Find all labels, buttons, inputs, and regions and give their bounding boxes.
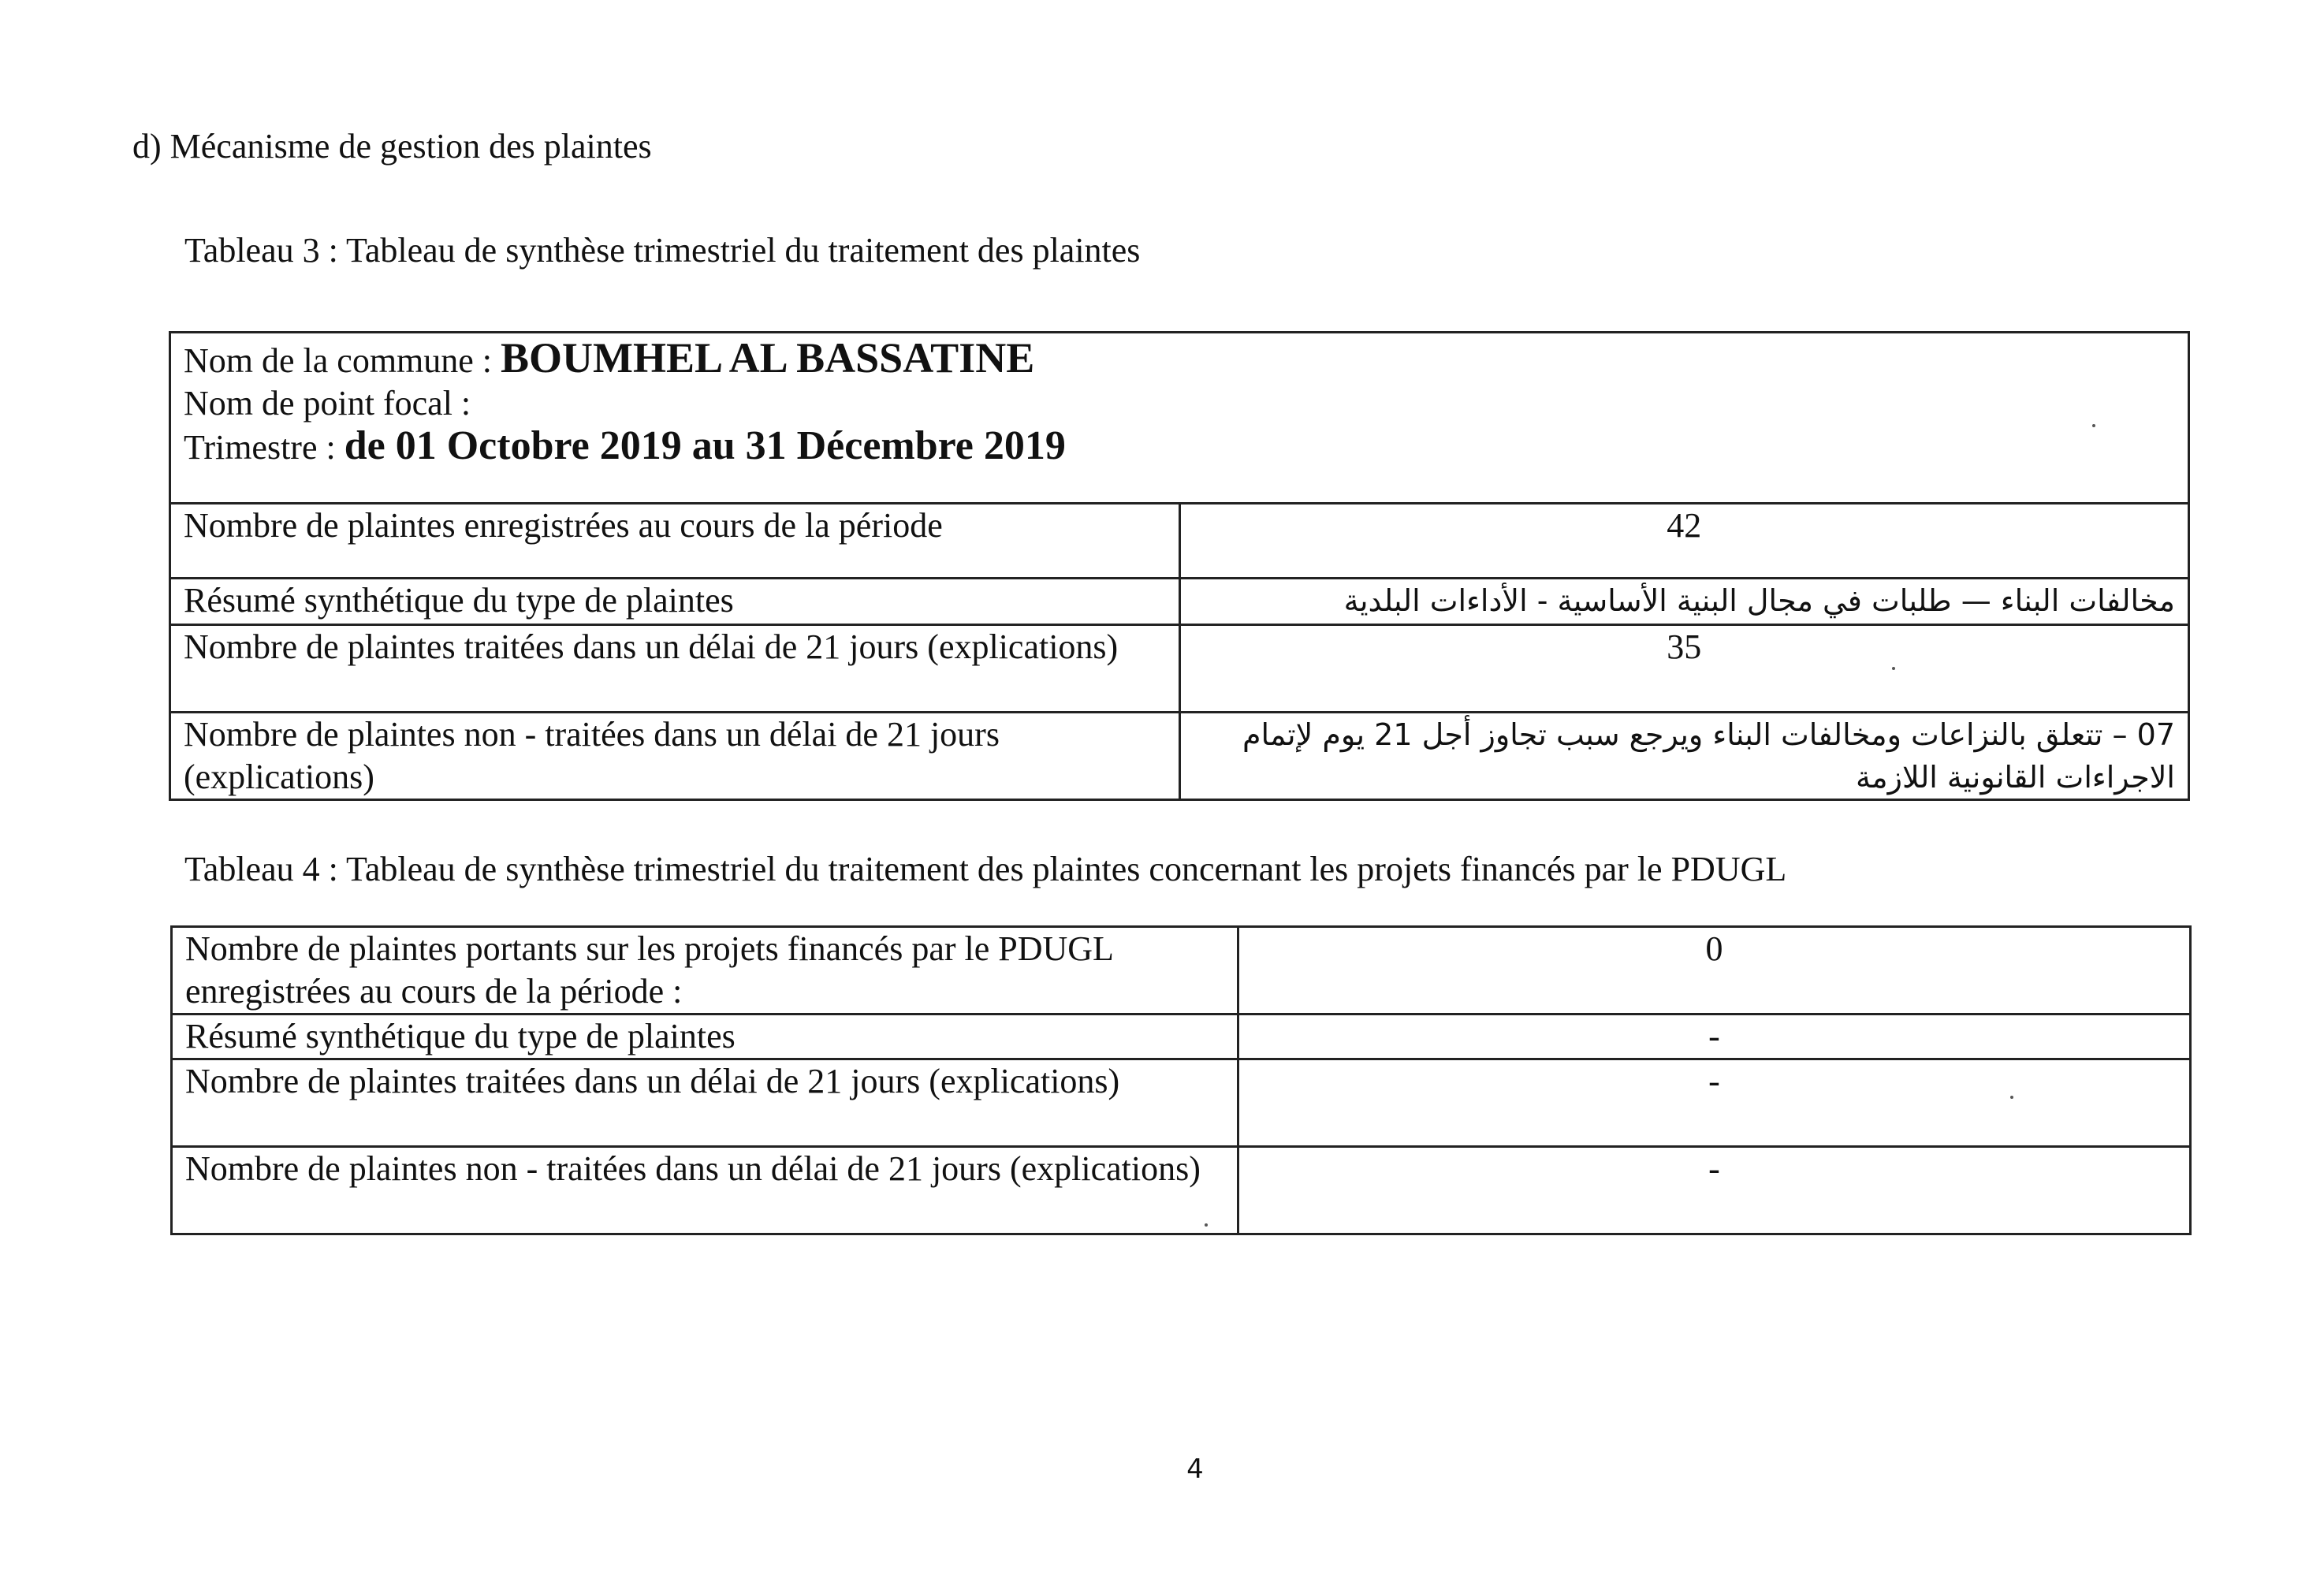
row-value: 35	[1179, 625, 2189, 713]
row-value: -	[1238, 1059, 2191, 1147]
quarter-line	[184, 425, 2175, 469]
page-number: 4	[1186, 1454, 1204, 1485]
row-label: Résumé synthétique du type de plaintes	[172, 1015, 1238, 1059]
row-label: Nombre de plaintes portants sur les projets financés par le PDUGL enregistrées au cours de la période :	[172, 927, 1238, 1015]
table-row	[172, 1147, 2191, 1234]
quarter-period: de 01 Octobre 2019 au 31 Décembre 2019	[344, 423, 1066, 468]
row-label: Nombre de plaintes traitées dans un délai de 21 jours (explications)	[172, 1059, 1238, 1147]
table4-caption: Tableau 4 : Tableau de synthèse trimestriel du traitement des plaintes concernant les projets financés par le PDUGL	[184, 850, 1787, 888]
row-label: Nombre de plaintes traitées dans un délai de 21 jours (explications)	[170, 625, 1180, 713]
commune-name: BOUMHEL AL BASSATINE	[501, 334, 1035, 382]
row-value-arabic: 07 – تتعلق بالنزاعات ومخالفات البناء ويرجع سبب تجاوز أجل 21 يوم لإتمام الاجراءات القانونية اللازمة	[1179, 713, 2189, 800]
row-label: Nombre de plaintes enregistrées au cours de la période	[170, 504, 1180, 579]
scan-speck	[1892, 667, 1895, 670]
scan-speck	[2010, 1096, 2013, 1099]
table-row	[170, 504, 2189, 579]
pdugl-complaints-table	[170, 925, 2192, 1235]
table-row	[170, 579, 2189, 625]
row-value: -	[1238, 1147, 2191, 1234]
table-row	[172, 1015, 2191, 1059]
row-value-arabic: مخالفات البناء — طلبات في مجال البنية الأساسية - الأداءات البلدية	[1179, 579, 2189, 625]
table-row	[170, 713, 2189, 800]
row-value: -	[1238, 1015, 2191, 1059]
row-label: Nombre de plaintes non - traitées dans un délai de 21 jours (explications)	[170, 713, 1180, 800]
scan-speck	[2092, 424, 2095, 427]
row-value: 0	[1238, 927, 2191, 1015]
focal-point-label: Nom de point focal :	[184, 384, 471, 423]
row-label: Résumé synthétique du type de plaintes	[170, 579, 1180, 625]
table-row	[170, 625, 2189, 713]
row-value: 42	[1179, 504, 2189, 579]
table3-header-cell	[170, 333, 2189, 504]
table-row	[172, 927, 2191, 1015]
commune-line	[184, 334, 2175, 382]
scan-speck	[1205, 1223, 1208, 1227]
quarter-label: Trimestre :	[184, 428, 345, 467]
table3-caption: Tableau 3 : Tableau de synthèse trimestriel du traitement des plaintes	[184, 231, 1141, 270]
section-heading: d) Mécanisme de gestion des plaintes	[132, 127, 652, 166]
table-row	[172, 1059, 2191, 1147]
row-label: Nombre de plaintes non - traitées dans un délai de 21 jours (explications)	[172, 1147, 1238, 1234]
commune-label: Nom de la commune :	[184, 341, 501, 380]
complaints-summary-table	[169, 331, 2190, 801]
